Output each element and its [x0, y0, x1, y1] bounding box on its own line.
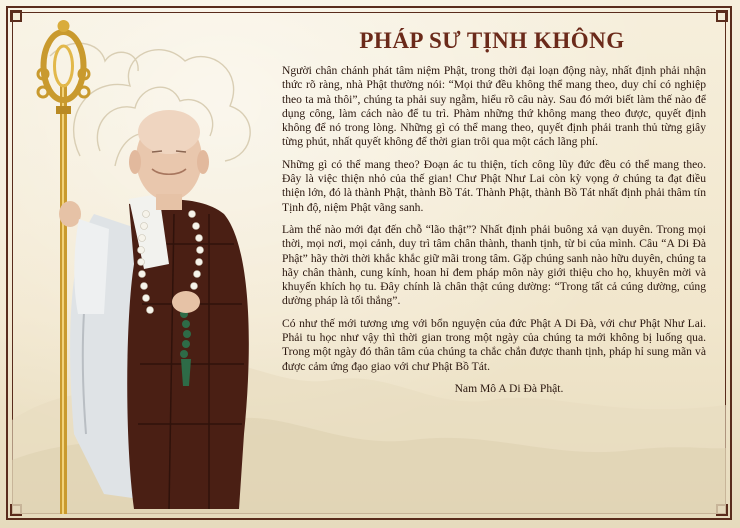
page-title: PHÁP SƯ TỊNH KHÔNG: [359, 28, 625, 53]
paragraph: Có như thế mới tương ưng với bổn nguyện của đức Phật A Di Đà, với chư Phật Như Lai. Phải tu học như vậy thì thời gian trong một ngày của chúng ta mới không bị luống qua. Trong một ngày đó thân tâm của chúng ta chắc chắn được thanh tịnh, pháp hỉ sung mãn và được cảm ứng đạo giao với chư Phật Bồ Tát.: [282, 316, 706, 373]
paragraph: Người chân chánh phát tâm niệm Phật, trong thời đại loạn động này, nhất định phải nhận thức rõ ràng, nhà Phật thường nói: “Mọi thứ đều không thể mang theo, duy chỉ có nghiệp theo ta mà thôi”, chúng ta phải suy ngẫm, hiểu rõ câu này. Sau đó mới biết làm thế nào để dụng công, làm cách nào để tu trì. Phàm những thứ không mang theo được, quyết định không để nó trong lòng. Những gì có thể mang theo, quyết định phải tranh thủ từng giây từng phút, nhất quyết không để thời gian trôi qua một cách lãng phí.: [282, 64, 706, 149]
paragraph: Những gì có thể mang theo? Đoạn ác tu thiện, tích công lũy đức đều có thể mang theo. Đây là việc thiện nhỏ của thế gian! Chư Phật Như Lai còn kỳ vọng ở chúng ta đạt điều thiện lớn, đó là thành Phật, thành Bồ Tát. Thành Phật, thành Bồ Tát nhất định phải thâm tín Tịnh độ, niệm Phật vãng sanh.: [282, 157, 706, 214]
paragraph: Làm thế nào mới đạt đến chỗ “lão thật”? Nhất định phải buông xả vạn duyên. Trong mọi thời, mọi nơi, mọi cảnh, duy trì tâm chân thành, thanh tịnh, từ bi của mình. Câu “A Di Đà Phật” hãy thời thời khắc khắc giữ mãi trong tâm. Gặp chúng sanh nào hữu duyên, chúng ta hãy chân thành, cung kính, hoan hỉ đem pháp môn này giới thiệu cho họ, khuyên mời và khuyến khích họ tu. Đây chính là chân thật cúng dường: “Trong tất cả cúng dường, cúng dường pháp là tối thắng”.: [282, 222, 706, 308]
closing-line: Nam Mô A Di Đà Phật.: [454, 381, 564, 395]
monk-portrait: [34, 14, 264, 514]
article-body: [282, 64, 706, 396]
